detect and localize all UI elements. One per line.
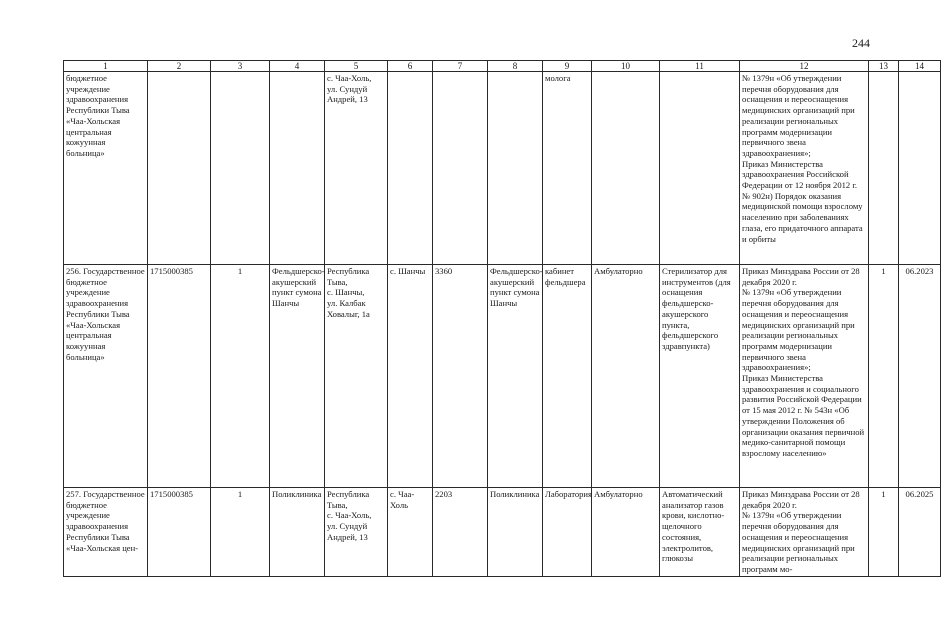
- inn-cell: 1715000385: [148, 488, 211, 577]
- room-cell: кабинет фельдшера: [543, 265, 592, 488]
- date-cell: 06.2025: [899, 488, 941, 577]
- institution-cell: 256. Государственное бюджетное учреждение здравоохранения Республики Тыва «Чаа-Хольская центральная кожуунная больница»: [64, 265, 148, 488]
- care-type-cell: Амбулаторно: [592, 265, 660, 488]
- quantity-cell: 1: [869, 488, 899, 577]
- index-cell: 1: [211, 265, 270, 488]
- population-cell: [433, 72, 488, 265]
- column-header: 2: [148, 61, 211, 72]
- unit-cell: [488, 72, 543, 265]
- column-header: 10: [592, 61, 660, 72]
- care-type-cell: [592, 72, 660, 265]
- table-header-row: [64, 61, 941, 72]
- equipment-cell: [660, 72, 740, 265]
- unit-cell: Поликлиника: [488, 488, 543, 577]
- institution-cell: 257. Государственное бюджетное учреждение здравоохранения Республики Тыва «Чаа-Хольская цен-: [64, 488, 148, 577]
- page-number: 244: [852, 36, 870, 50]
- column-header: 11: [660, 61, 740, 72]
- regulation-cell: Приказ Минздрава России от 28 декабря 2020 г. № 1379н «Об утверждении перечня оборудования для оснащения и переоснащения медицинских организаций при реализации региональных программ модернизации первичного звена здравоохранения»; Приказ Министерства здравоохранения и социального развития Российской Федерации от 15 мая 2012 г. № 543н «Об утверждении Положения об организации оказания первичной медико-санитарной помощи взрослому населению»: [740, 265, 869, 488]
- population-cell: 3360: [433, 265, 488, 488]
- equipment-table: [63, 60, 941, 577]
- regulation-cell: № 1379н «Об утверждении перечня оборудования для оснащения и переоснащения медицинских организаций при реализации региональных программ модернизации первичного звена здравоохранения»; Приказ Министерства здравоохранения Российской Федерации от 12 ноября 2012 г. № 902н) Порядок оказания медицинской помощи взрослому населению при заболеваниях глаза, его придаточного аппарата и орбиты: [740, 72, 869, 265]
- index-cell: 1: [211, 488, 270, 577]
- address-cell: с. Чаа-Холь, ул. Сундуй Андрей, 13: [325, 72, 388, 265]
- population-cell: 2203: [433, 488, 488, 577]
- column-header: 14: [899, 61, 941, 72]
- table-row: [64, 488, 941, 577]
- date-cell: [899, 72, 941, 265]
- index-cell: [211, 72, 270, 265]
- inn-cell: [148, 72, 211, 265]
- subdivision-cell: [270, 72, 325, 265]
- table-row: [64, 265, 941, 488]
- column-header: 9: [543, 61, 592, 72]
- column-header: 3: [211, 61, 270, 72]
- column-header: 13: [869, 61, 899, 72]
- equipment-cell: Стерилизатор для инструментов (для оснащения фельдшерско-акушерского пункта, фельдшерского здравпункта): [660, 265, 740, 488]
- date-cell: 06.2023: [899, 265, 941, 488]
- care-type-cell: Амбулаторно: [592, 488, 660, 577]
- quantity-cell: 1: [869, 265, 899, 488]
- room-cell: Лаборатория: [543, 488, 592, 577]
- column-header: 1: [64, 61, 148, 72]
- address-cell: Республика Тыва, с. Чаа-Холь, ул. Сундуй Андрей, 13: [325, 488, 388, 577]
- column-header: 12: [740, 61, 869, 72]
- subdivision-cell: Поликлиника: [270, 488, 325, 577]
- room-cell: молога: [543, 72, 592, 265]
- locality-cell: с. Чаа-Холь: [388, 488, 433, 577]
- subdivision-cell: Фельдшерско-акушерский пункт сумона Шанчы: [270, 265, 325, 488]
- column-header: 4: [270, 61, 325, 72]
- equipment-cell: Автоматический анализатор газов крови, кислотно-щелочного состояния, электролитов, глюкозы: [660, 488, 740, 577]
- locality-cell: [388, 72, 433, 265]
- locality-cell: с. Шанчы: [388, 265, 433, 488]
- inn-cell: 1715000385: [148, 265, 211, 488]
- address-cell: Республика Тыва, с. Шанчы, ул. Калбак Ховалыг, 1а: [325, 265, 388, 488]
- regulation-cell: Приказ Минздрава России от 28 декабря 2020 г. № 1379н «Об утверждении перечня оборудования для оснащения и переоснащения медицинских организаций при реализации региональных программ мо-: [740, 488, 869, 577]
- institution-cell: бюджетное учреждение здравоохранения Республики Тыва «Чаа-Хольская центральная кожуунная больница»: [64, 72, 148, 265]
- table-row: [64, 72, 941, 265]
- unit-cell: Фельдшерско-акушерский пункт сумона Шанчы: [488, 265, 543, 488]
- column-header: 6: [388, 61, 433, 72]
- column-header: 8: [488, 61, 543, 72]
- column-header: 5: [325, 61, 388, 72]
- column-header: 7: [433, 61, 488, 72]
- quantity-cell: [869, 72, 899, 265]
